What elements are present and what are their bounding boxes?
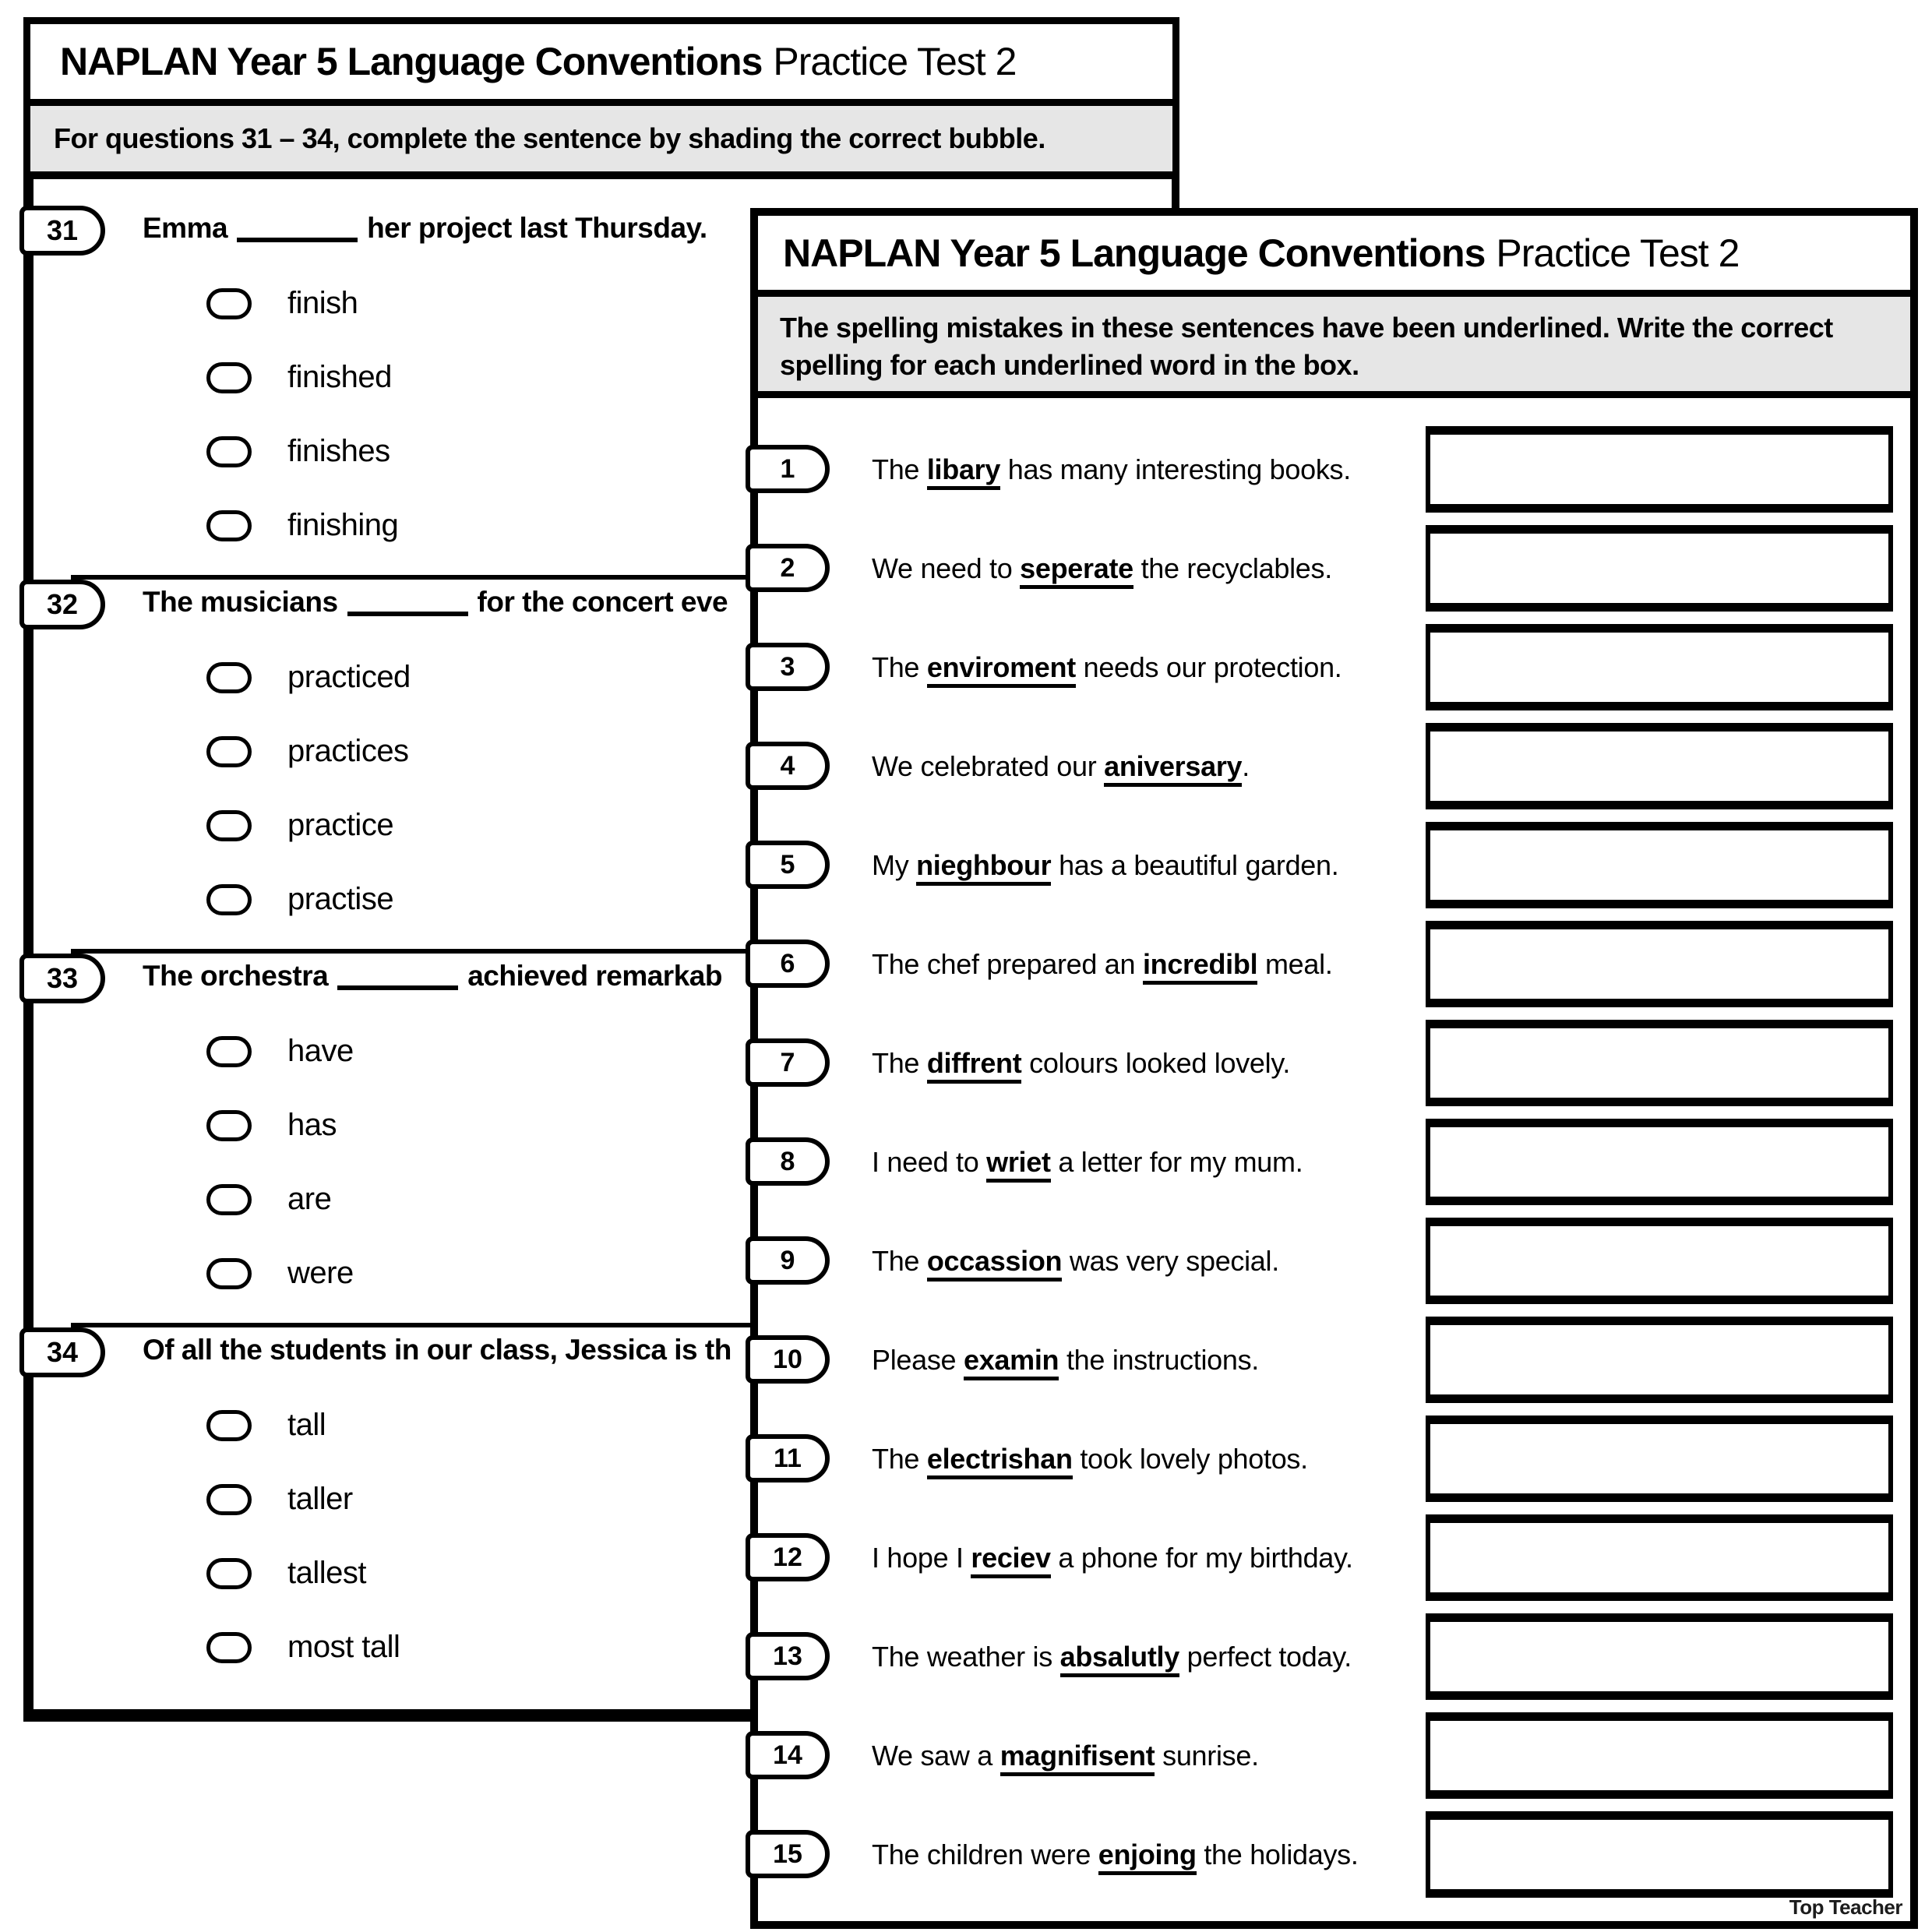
- sentence-before-word: We need to: [872, 552, 1021, 584]
- answer-bubble[interactable]: [206, 662, 252, 693]
- sentence-after-word: was very special.: [1062, 1244, 1279, 1277]
- sentence-after-word: meal.: [1257, 947, 1333, 980]
- option-label: practiced: [287, 660, 411, 694]
- option-label: finishes: [287, 434, 390, 468]
- question-number: 14: [773, 1740, 802, 1770]
- answer-write-box[interactable]: [1426, 426, 1893, 513]
- misspelled-word: enjoing: [1098, 1839, 1197, 1875]
- answer-bubble[interactable]: [206, 510, 252, 541]
- page-title-sub: Practice Test 2: [1496, 231, 1740, 275]
- answer-blank-line: [347, 612, 468, 616]
- question-number: 6: [780, 948, 795, 978]
- sentence-before-word: We saw a: [872, 1739, 1000, 1772]
- option-label: are: [287, 1182, 332, 1216]
- question-sentence: [872, 1047, 1290, 1080]
- answer-write-box[interactable]: [1426, 1613, 1893, 1700]
- answer-blank-line: [237, 238, 358, 242]
- answer-write-box[interactable]: [1426, 1218, 1893, 1304]
- sentence-before-word: The children were: [872, 1838, 1098, 1870]
- sentence-after-word: a letter for my mum.: [1050, 1145, 1303, 1178]
- answer-write-box[interactable]: [1426, 1514, 1893, 1601]
- question-number-badge: [746, 1335, 830, 1384]
- sentence-before-word: My: [872, 848, 917, 881]
- sentence-before-word: I hope I: [872, 1541, 971, 1574]
- option-label: most tall: [287, 1630, 400, 1664]
- question-number: 3: [780, 651, 795, 682]
- question-sentence: [872, 948, 1333, 981]
- sentence-before-word: The weather is: [872, 1640, 1060, 1673]
- sentence-before-word: The: [872, 650, 927, 683]
- question-number-badge: [19, 206, 105, 256]
- answer-write-box[interactable]: [1426, 822, 1893, 908]
- sentence-before-word: The: [872, 1244, 927, 1277]
- answer-write-box[interactable]: [1426, 921, 1893, 1007]
- spelling-question-row: [758, 420, 1910, 519]
- left-page-title: [23, 17, 1179, 106]
- left-page-instruction-text: For questions 31 – 34, complete the sentence by shading the correct bubble.: [54, 122, 1045, 154]
- question-number-badge: [746, 1533, 830, 1581]
- misspelled-word: absalutly: [1060, 1641, 1179, 1677]
- answer-write-box[interactable]: [1426, 723, 1893, 809]
- answer-write-box[interactable]: [1426, 1020, 1893, 1106]
- option-label: finished: [287, 360, 392, 394]
- sentence-before-blank: The orchestra: [143, 960, 329, 992]
- answer-write-box[interactable]: [1426, 1712, 1893, 1799]
- question-sentence: [872, 849, 1338, 882]
- answer-write-box[interactable]: [1426, 1811, 1893, 1898]
- right-page-instruction-text: The spelling mistakes in these sentences have been underlined. Write the correct spelling for each underlined word in the box.: [780, 312, 1833, 381]
- spelling-question-row: [758, 618, 1910, 717]
- question-number-badge: [746, 643, 830, 691]
- option-label: have: [287, 1034, 354, 1068]
- option-label: taller: [287, 1482, 353, 1516]
- question-number-badge: [746, 1632, 830, 1680]
- question-number-badge: [19, 1327, 105, 1377]
- question-number-badge: [746, 445, 830, 493]
- misspelled-word: magnifisent: [1000, 1740, 1155, 1776]
- sentence-after-word: needs our protection.: [1075, 650, 1342, 683]
- answer-write-box[interactable]: [1426, 624, 1893, 710]
- misspelled-word: incredibl: [1143, 948, 1257, 985]
- question-number-badge: [746, 1236, 830, 1285]
- sentence-after-word: perfect today.: [1179, 1640, 1352, 1673]
- sentence-before-word: The: [872, 453, 927, 485]
- question-number: 7: [780, 1047, 795, 1077]
- question-number: 34: [46, 1336, 79, 1368]
- spelling-question-row: [758, 1211, 1910, 1310]
- question-number: 10: [773, 1344, 802, 1374]
- spelling-question-row: [758, 1805, 1910, 1904]
- option-label: tall: [287, 1408, 326, 1442]
- sentence-before-word: The chef prepared an: [872, 947, 1143, 980]
- question-number-badge: [746, 1137, 830, 1186]
- sentence-after-blank: her project last Thursday.: [367, 212, 707, 244]
- question-number-badge: [746, 1038, 830, 1087]
- sentence-before-blank: Of all the students in our class, Jessica is th: [143, 1334, 732, 1366]
- sentence-after-word: a phone for my birthday.: [1050, 1541, 1353, 1574]
- question-number: 5: [780, 849, 795, 880]
- sentence-after-word: the instructions.: [1059, 1343, 1259, 1376]
- answer-write-box[interactable]: [1426, 1416, 1893, 1502]
- spelling-question-row: [758, 519, 1910, 618]
- answer-blank-line: [337, 985, 458, 990]
- misspelled-word: diffrent: [927, 1047, 1022, 1084]
- right-page-title: [758, 216, 1910, 297]
- page-title-sub: Practice Test 2: [773, 40, 1017, 83]
- misspelled-word: occassion: [927, 1245, 1062, 1282]
- misspelled-word: enviroment: [927, 651, 1076, 688]
- sentence-before-blank: The musicians: [143, 586, 338, 618]
- question-sentence: [872, 1245, 1279, 1278]
- question-sentence: [872, 1146, 1303, 1179]
- spelling-question-row: [758, 1508, 1910, 1607]
- question-sentence: [872, 1542, 1353, 1574]
- question-number: 33: [46, 962, 79, 994]
- question-sentence: [872, 1443, 1308, 1475]
- sentence-before-word: The: [872, 1442, 927, 1475]
- question-number: 32: [46, 588, 79, 620]
- spelling-question-row: [758, 1706, 1910, 1805]
- question-number: 4: [780, 750, 795, 781]
- question-number: 13: [773, 1641, 802, 1671]
- answer-bubble[interactable]: [206, 288, 252, 319]
- misspelled-word: seperate: [1020, 552, 1133, 589]
- sentence-after-word: took lovely photos.: [1072, 1442, 1308, 1475]
- spelling-question-row: [758, 1409, 1910, 1508]
- question-number: 8: [780, 1146, 795, 1176]
- option-label: has: [287, 1108, 337, 1142]
- misspelled-word: aniversary: [1104, 750, 1242, 787]
- right-page-instruction-bar: [758, 297, 1910, 398]
- page-title-main: NAPLAN Year 5 Language Conventions: [60, 40, 763, 83]
- misspelled-word: wriet: [986, 1146, 1051, 1183]
- question-number: 12: [773, 1542, 802, 1572]
- answer-bubble[interactable]: [206, 1110, 252, 1141]
- sentence-before-blank: Emma: [143, 212, 228, 244]
- top-teacher-logo: Top Teacher: [1789, 1895, 1902, 1919]
- option-label: tallest: [287, 1556, 366, 1590]
- question-number-badge: [746, 1434, 830, 1482]
- answer-bubble[interactable]: [206, 362, 252, 393]
- question-number: 11: [774, 1443, 802, 1473]
- spelling-question-list: [758, 398, 1910, 1904]
- spelling-question-row: [758, 1607, 1910, 1706]
- spelling-question-row: [758, 1014, 1910, 1112]
- sentence-after-word: .: [1242, 749, 1250, 782]
- sentence-after-word: has a beautiful garden.: [1051, 848, 1339, 881]
- question-sentence: [872, 651, 1342, 684]
- option-label: practices: [287, 734, 409, 768]
- sentence-before-word: I need to: [872, 1145, 987, 1178]
- sentence-after-word: colours looked lovely.: [1021, 1046, 1291, 1079]
- answer-bubble[interactable]: [206, 736, 252, 767]
- answer-write-box[interactable]: [1426, 1317, 1893, 1403]
- question-number: 31: [46, 214, 79, 246]
- sentence-after-word: the holidays.: [1196, 1838, 1359, 1870]
- answer-bubble[interactable]: [206, 1036, 252, 1067]
- option-label: practise: [287, 882, 394, 916]
- question-number-badge: [746, 1731, 830, 1779]
- answer-bubble[interactable]: [206, 1258, 252, 1289]
- misspelled-word: electrishan: [927, 1443, 1073, 1479]
- option-label: finish: [287, 286, 358, 320]
- page-title-main: NAPLAN Year 5 Language Conventions: [783, 231, 1486, 275]
- answer-bubble[interactable]: [206, 810, 252, 841]
- question-number: 1: [780, 453, 795, 484]
- answer-write-box[interactable]: [1426, 1119, 1893, 1205]
- sentence-before-word: The: [872, 1046, 927, 1079]
- answer-bubble[interactable]: [206, 1484, 252, 1515]
- spelling-question-row: [758, 1310, 1910, 1409]
- question-sentence: [872, 1344, 1259, 1377]
- misspelled-word: nieghbour: [916, 849, 1051, 886]
- answer-bubble[interactable]: [206, 436, 252, 467]
- question-number: 2: [780, 552, 795, 583]
- right-worksheet-page: [750, 208, 1918, 1929]
- spelling-question-row: [758, 717, 1910, 816]
- question-sentence: [872, 453, 1351, 486]
- sentence-after-word: sunrise.: [1155, 1739, 1259, 1772]
- spelling-question-row: [758, 816, 1910, 915]
- answer-write-box[interactable]: [1426, 525, 1893, 612]
- sentence-before-word: Please: [872, 1343, 964, 1376]
- option-label: were: [287, 1256, 354, 1290]
- sentence-after-blank: achieved remarkab: [467, 960, 722, 992]
- question-number-badge: [746, 742, 830, 790]
- sentence-after-blank: for the concert eve: [477, 586, 728, 618]
- question-number-badge: [746, 544, 830, 592]
- question-number-badge: [746, 940, 830, 988]
- option-label: finishing: [287, 508, 399, 542]
- question-number-badge: [19, 954, 105, 1003]
- answer-bubble[interactable]: [206, 1632, 252, 1663]
- spelling-question-row: [758, 915, 1910, 1014]
- question-number: 15: [773, 1839, 802, 1869]
- misspelled-word: examin: [964, 1344, 1059, 1380]
- misspelled-word: reciev: [971, 1542, 1050, 1578]
- question-number: 9: [780, 1245, 795, 1275]
- question-sentence: [872, 1641, 1352, 1673]
- question-sentence: [872, 552, 1332, 585]
- question-number-badge: [19, 580, 105, 629]
- answer-bubble[interactable]: [206, 1558, 252, 1589]
- sentence-after-word: has many interesting books.: [1000, 453, 1351, 485]
- question-sentence: [872, 750, 1250, 783]
- question-sentence: [872, 1740, 1259, 1772]
- option-label: practice: [287, 808, 394, 842]
- sentence-after-word: the recyclables.: [1133, 552, 1332, 584]
- sentence-before-word: We celebrated our: [872, 749, 1105, 782]
- answer-bubble[interactable]: [206, 1410, 252, 1441]
- misspelled-word: libary: [927, 453, 1000, 490]
- question-number-badge: [746, 841, 830, 889]
- left-page-instruction-bar: [23, 106, 1179, 171]
- question-number-badge: [746, 1830, 830, 1878]
- answer-bubble[interactable]: [206, 884, 252, 915]
- spelling-question-row: [758, 1112, 1910, 1211]
- question-sentence: [872, 1839, 1359, 1871]
- answer-bubble[interactable]: [206, 1184, 252, 1215]
